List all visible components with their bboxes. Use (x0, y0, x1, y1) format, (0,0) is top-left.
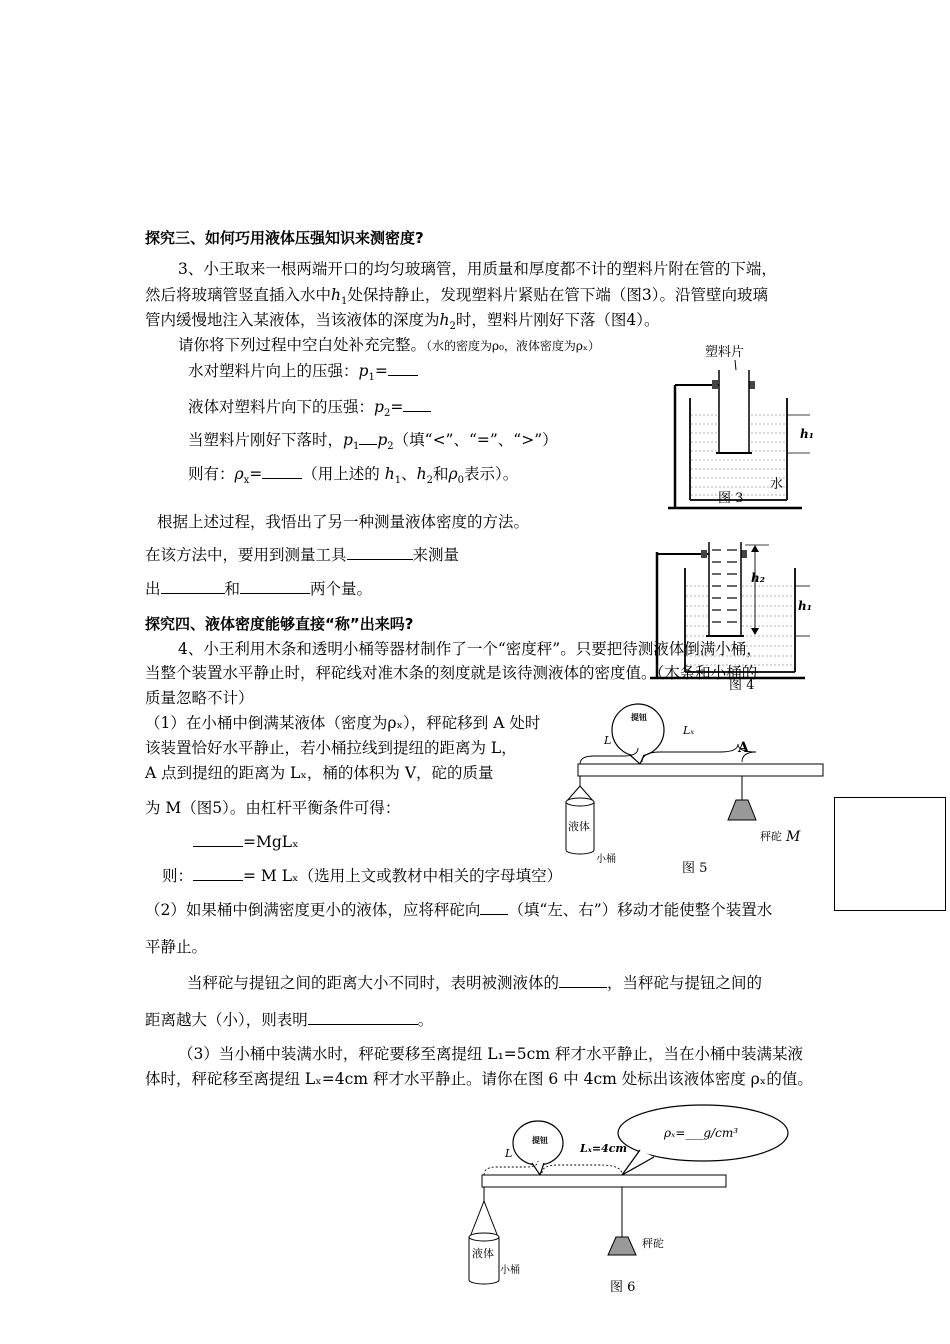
eq1-blank[interactable] (193, 832, 243, 847)
section4-para-line3: 质量忽略不计） (145, 689, 254, 707)
figure-3 (650, 340, 814, 515)
section4-para-line2: 当整个装置水平静止时，秤砣线对准木条的刻度就是该待测液体的密度值。（木条和小桶的 (145, 664, 758, 682)
instruction: 请你将下列过程中空白处补充完整。（水的密度为ρ₀，液体密度为ρₓ） (178, 336, 601, 354)
q1-line4: 为 M（图5）。由杠杆平衡条件可得： (145, 799, 401, 817)
tool-blank[interactable] (347, 545, 413, 560)
q2-line1: （2）如果桶中倒满密度更小的液体，应将秤砣向 （填“左、右”）移动才能使整个装置水 (145, 901, 773, 919)
q1-line1: （1）在小桶中倒满某液体（密度为ρₓ），秤砣移到 A 处时 (145, 714, 541, 732)
fig6-bubble-text: ρₓ=___g/cm³ (664, 1126, 739, 1140)
section3-para-line2: 然后将玻璃管竖直插入水中$h_1$处保持静止，发现塑料片紧贴在管下端（图3）。沿管壁向玻璃 (145, 286, 768, 308)
conclusion-blank[interactable] (308, 1010, 418, 1025)
fig4-h1-label: h₁ (798, 599, 812, 613)
fig6-bucket-label: 小桶 (500, 1265, 520, 1276)
conclusion: 根据上述过程，我悟出了另一种测量液体密度的方法。 (157, 513, 530, 531)
fig3-caption: 图 3 (718, 491, 744, 506)
section3-para-line3: 管内缓慢地注入某液体，当该液体的深度为$h_2$时，塑料片刚好下落（图4）。 (145, 311, 660, 333)
method-line2: 出 和 两个量。 (145, 580, 373, 598)
fig6-weight-label: 秤砣 (642, 1237, 664, 1250)
question-rho: 则有：$\rho_x=$ （用上述的 $h_1$、$h_2$和$\rho_0$表示）。 (188, 465, 519, 487)
q3-line2: 体时，秤砣移至离提纽 Lₓ=4cm 秤才水平静止。请你在图 6 中 4cm 处标出该液体密度 ρₓ的值。 (145, 1070, 813, 1088)
rho-blank[interactable] (262, 464, 302, 479)
fig4-h2-label: h₂ (751, 571, 765, 585)
meaning-blank[interactable] (559, 973, 607, 988)
fig6-Lx-label: Lₓ=4cm (580, 1142, 628, 1155)
figure-5 (560, 700, 830, 876)
fig6-caption: 图 6 (610, 1280, 636, 1295)
p2-blank[interactable] (403, 397, 431, 412)
fig5-bucket-label: 小桶 (596, 854, 616, 865)
answer-box (834, 797, 946, 911)
q2-line2: 平静止。 (145, 938, 208, 956)
quantity1-blank[interactable] (161, 579, 225, 594)
p1-blank[interactable] (388, 361, 418, 376)
eq2-blank[interactable] (193, 866, 243, 881)
direction-blank[interactable] (480, 900, 508, 915)
fig5-L-label: L (604, 734, 612, 747)
fig4-caption: 图 4 (729, 678, 755, 693)
section4-para-line1: 4、小王利用木条和透明小桶等器材制作了一个“密度秤”。只要把待测液体倒满小桶， (178, 640, 762, 658)
quantity2-blank[interactable] (240, 579, 310, 594)
q1-line3: A 点到提纽的距离为 Lₓ，桶的体积为 V，砣的质量 (145, 764, 494, 782)
question-p1: 水对塑料片向上的压强：$p_1=$ (188, 361, 418, 388)
q3-line1: （3）当小桶中装满水时，秤砣要移至离提纽 L₁=5cm 秤才水平静止，当在小桶中装满某液 (178, 1045, 803, 1063)
q1-line2: 该装置恰好水平静止，若小桶拉线到提纽的距离为 L， (145, 739, 517, 757)
equation-2: 则： = M Lₓ（选用上文或教材中相关的字母填空） (162, 867, 563, 885)
method-line1: 在该方法中，要用到测量工具 来测量 (145, 546, 460, 564)
q2-line3: 当秤砣与提钮之间的距离大小不同时，表明被测液体的 ，当秤砣与提钮之间的 (187, 974, 763, 992)
fig3-water-label: 水 (770, 477, 784, 492)
q2-line4: 距离越大（小），则表明 。 (145, 1011, 434, 1029)
fig6-knob-label: 提钮 (532, 1135, 548, 1145)
fig3-plastic-label: 塑料片 (705, 345, 745, 360)
question-compare: 当塑料片刚好下落时，$p_1$ $p_2$（填“<”、“=”、“>”） (188, 431, 558, 453)
fig5-caption: 图 5 (682, 861, 708, 876)
question-p2: 液体对塑料片向下的压强：$p_2=$ (188, 397, 431, 424)
fig5-Lx-label: Lₓ (683, 724, 695, 737)
fig5-A-label: A (738, 740, 749, 756)
fig6-bucket-text: 液体 (472, 1247, 494, 1260)
fig5-weight-M: M (786, 829, 801, 845)
fig5-knob-label: 提钮 (631, 712, 647, 722)
figure-6 (460, 1105, 790, 1300)
section3-para-line1: 3、小王取来一根两端开口的均匀玻璃管，用质量和厚度都不计的塑料片附在管的下端， (178, 260, 777, 278)
equation-1: =MgLₓ (193, 832, 299, 852)
fig5-weight-label: 秤砣 (760, 830, 782, 843)
fig5-bucket-text: 液体 (568, 820, 590, 833)
fig3-h1-label: h₁ (800, 427, 814, 441)
compare-blank[interactable] (359, 430, 377, 445)
section3-title: 探究三、如何巧用液体压强知识来测密度? (145, 229, 424, 247)
fig6-L-label: L (505, 1147, 513, 1160)
section4-title: 探究四、液体密度能够直接“称”出来吗? (145, 615, 414, 633)
